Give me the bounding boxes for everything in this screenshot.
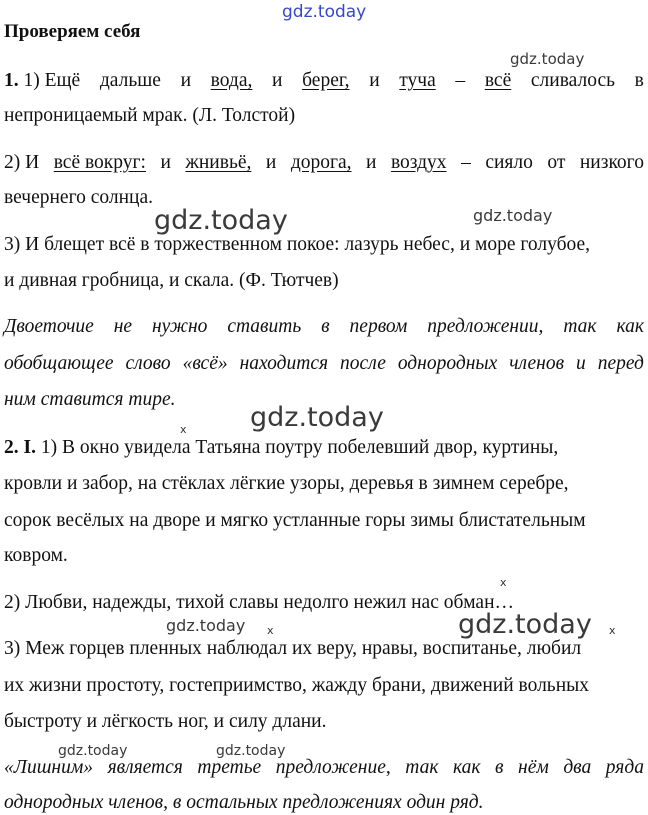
watermark: gdz.today <box>510 50 585 68</box>
task2-line-8: быстроту и лёгкость ног, и силу длани. <box>4 711 327 732</box>
word: 1) Ещё <box>23 70 81 91</box>
word: и <box>369 70 380 91</box>
watermark: gdz.today <box>216 743 286 759</box>
task1-line-1 <box>4 69 644 93</box>
dash: – <box>461 152 471 173</box>
word: и <box>160 152 171 173</box>
watermark: gdz.today <box>166 616 246 635</box>
subject-word: туча <box>399 70 436 91</box>
task2-line-6: 3) Меж горцев пленных наблюдал их веру, нравы, воспитанье, любил <box>4 638 582 659</box>
word: 2) И <box>4 152 40 173</box>
dash: – <box>455 70 466 91</box>
x-mark: x <box>500 576 507 589</box>
watermark: gdz.today <box>473 206 553 225</box>
subject-word: берег, <box>302 70 350 91</box>
word: и <box>366 152 377 173</box>
task1-line-5: 3) И блещет всё в торжественном покое: лазурь небес, и море голубое, <box>4 234 591 255</box>
task2-note-line-2: однородных членов, в остальных предложениях один ряд. <box>4 792 484 813</box>
task-number: 2. I. <box>4 437 36 458</box>
watermark: gdz.today <box>458 609 592 640</box>
task2-line-1 <box>4 436 558 460</box>
word: и <box>180 70 191 91</box>
subject-word: всё <box>484 70 512 91</box>
word: сияло <box>485 152 533 173</box>
watermark-top: gdz.today <box>282 2 367 22</box>
task-number: 1. <box>4 70 19 91</box>
word: сливалось <box>530 70 616 91</box>
subject-word: вода, <box>210 70 253 91</box>
task1-line-6: и дивная гробница, и скала. (Ф. Тютчев) <box>4 270 339 291</box>
task2-line-5: 2) Любви, надежды, тихой славы недолго нежил нас обман… <box>4 592 515 613</box>
word: низкого <box>579 152 644 173</box>
sentence-text: 1) В окно увидела Татьяна поутру побелевший двор, куртины, <box>40 437 559 458</box>
task2-note-line-1: «Лишним» является третье предложение, так как в нём два ряда <box>4 757 644 778</box>
task2-line-4: ковром. <box>4 545 68 566</box>
page-title: Проверяем себя <box>4 21 141 42</box>
task2-line-7: их жизни простоту, гостеприимство, жажду брани, движений вольных <box>4 675 589 696</box>
subject-word: всё вокруг: <box>53 152 146 173</box>
watermark: gdz.today <box>154 205 288 236</box>
word: в <box>634 70 644 91</box>
task1-line-2: непроницаемый мрак. (Л. Толстой) <box>4 105 296 126</box>
word: дальше <box>99 70 161 91</box>
task1-line-3 <box>4 151 644 175</box>
subject-word: воздух <box>390 152 447 173</box>
task1-note-line-1: Двоеточие не нужно ставить в первом предложении, так как <box>4 316 644 337</box>
task1-line-4: вечернего солнца. <box>4 187 153 208</box>
word: и <box>265 152 277 173</box>
task1-note-line-2: обобщающее слово «всё» находится после однородных членов и перед <box>4 353 644 374</box>
task2-line-2: кровли и забор, на стёклах лёгкие узоры, деревья в зимнем серебре, <box>4 473 569 494</box>
x-mark: x <box>180 423 187 436</box>
subject-word: жнивьё, <box>185 152 252 173</box>
x-mark: x <box>609 624 616 637</box>
subject-word: дорога, <box>290 152 352 173</box>
x-mark: x <box>267 624 274 637</box>
watermark: gdz.today <box>250 402 384 433</box>
word: и <box>272 70 283 91</box>
word: от <box>547 152 566 173</box>
task2-line-3: сорок весёлых на дворе и мягко устланные горы зимы блистательным <box>4 510 586 531</box>
task1-note-line-3: ним ставится тире. <box>4 389 176 410</box>
watermark: gdz.today <box>58 743 128 759</box>
